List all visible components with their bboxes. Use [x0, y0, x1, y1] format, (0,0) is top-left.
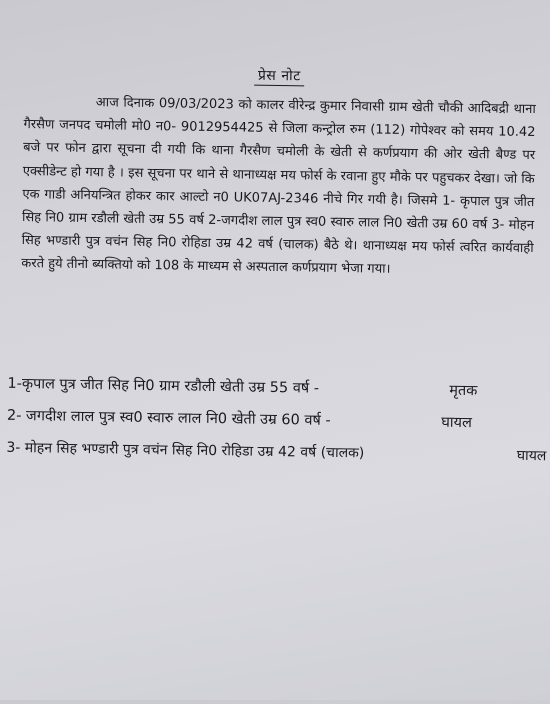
list-item [7, 374, 547, 402]
list-item [7, 406, 547, 434]
casualty-list [6, 374, 547, 478]
list-item-status: घायल [516, 447, 547, 465]
list-item [6, 438, 546, 466]
list-item-text: 1-कृपाल पुत्र जीत सिह नि0 ग्राम रडौली खेती उम्र 55 वर्ष - [7, 375, 320, 397]
list-item-status: घायल [441, 414, 473, 432]
document-title [4, 62, 550, 90]
list-item-text: 2- जगदीश लाल पुत्र स्व0 स्वारु लाल नि0 खेती उम्र 60 वर्ष - [6, 407, 331, 429]
list-item-status: मृतक [449, 382, 478, 400]
title-text: प्रेस नोट [254, 68, 305, 87]
list-item-text: 3- मोहन सिह भण्डारी पुत्र वचंन सिह नि0 रोहिडा उम्र 42 वर्ष (चालक) [6, 439, 365, 462]
body-paragraph: आज दिनाक 09/03/2023 को कालर वीरेन्द्र कुमार निवासी ग्राम खेती चौकी आदिबद्री थाना गैरसैण जनपद चमोली मो0 न0- 9012954425 से जिला कन्ट्रोल रुम (112) गोपेश्वर को समय 10.42 बजे पर फोन द्वारा सूचना दी गयी कि थाना गैरसैण चमोली के खेती से कर्णप्रयाग की ओर खेती बैण्ड पर एक्सीडेन्ट हो गया है । इस सूचना पर थाने से थानाध्यक्ष मय फोर्स के रवाना हुए मौके पर पहुचकर देखा। जो कि एक गाडी अनियन्त्रित होकर कार आल्टो न0 UK07AJ-2346 नीचे गिर गयी है। जिसमे 1- कृपाल पुत्र जीत सिह नि0 ग्राम रडौली खेती उम्र 55 वर्ष 2-जगदीश लाल पुत्र स्व0 स्वारु लाल नि0 खेती उम्र 60 वर्ष 3- मोहन सिह भण्डारी पुत्र वचंन सिह नि0 रोहिडा उम्र 42 वर्ष (चालक) बैठे थे। थानाध्यक्ष मय फोर्स त्वरित कार्यवाही करते हुये तीनो ब्यक्तियो को 108 के माध्यम से अस्पताल कर्णप्रयाग भेजा गया। [21, 95, 536, 278]
